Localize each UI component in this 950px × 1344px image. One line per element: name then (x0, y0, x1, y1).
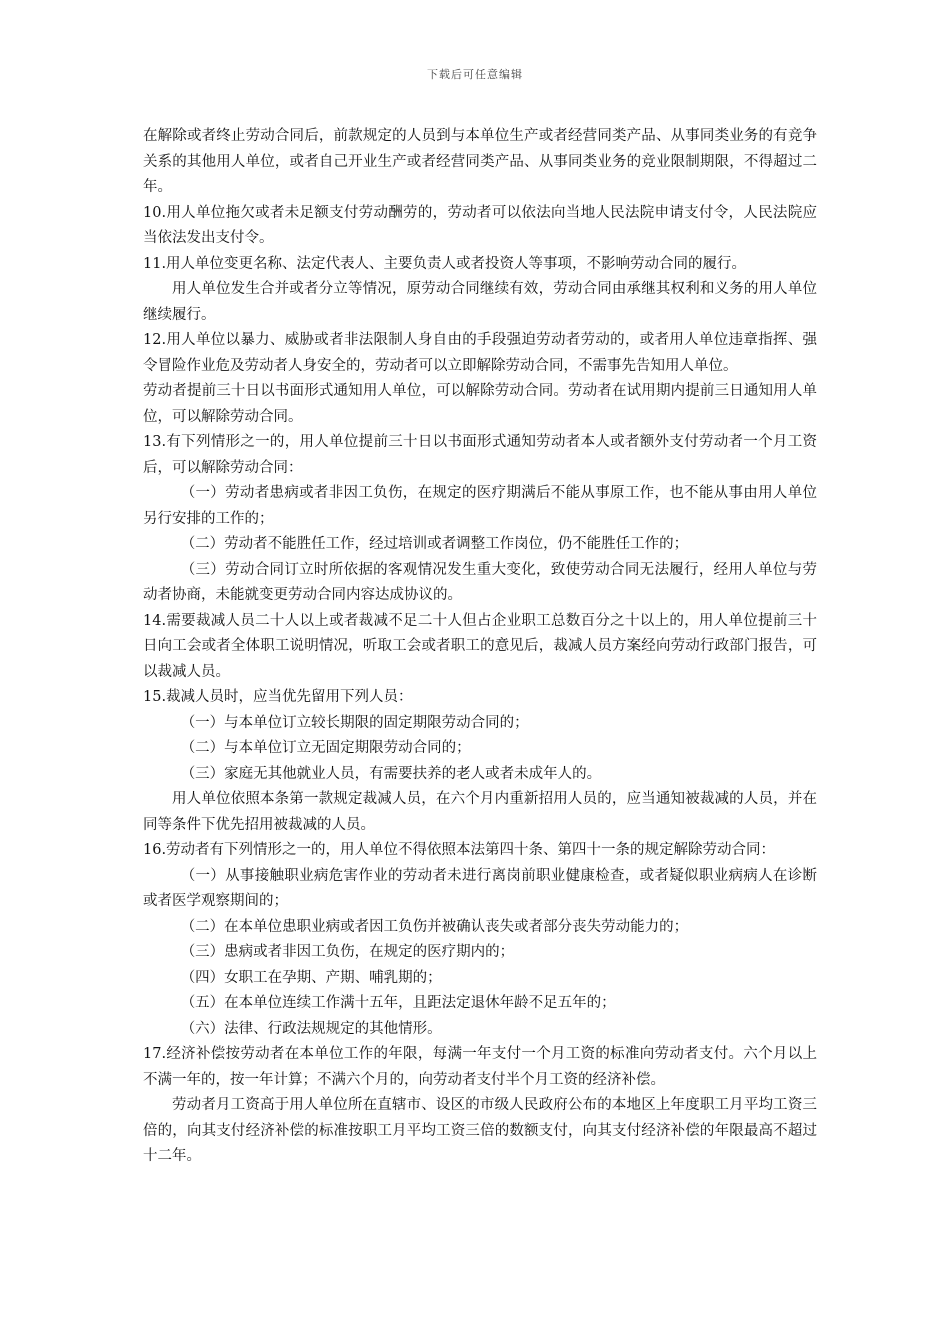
paragraph: 在解除或者终止劳动合同后，前款规定的人员到与本单位生产或者经营同类产品、从事同类业务的有竞争关系的其他用人单位，或者自己开业生产或者经营同类产品、从事同类业务的竞业限制期限，不得超过二年。 (143, 128, 817, 195)
paragraph: （一）与本单位订立较长期限的固定期限劳动合同的； (180, 714, 529, 731)
paragraph: （二）劳动者不能胜任工作，经过培训或者调整工作岗位，仍不能胜任工作的； (180, 536, 689, 552)
paragraph: （一）从事接触职业病危害作业的劳动者未进行离岗前职业健康检查，或者疑似职业病病人在诊断或者医学观察期间的； (143, 867, 817, 909)
paragraph: 16.劳动者有下列情形之一的，用人单位不得依照本法第四十条、第四十一条的规定解除劳动合同： (143, 842, 776, 858)
paragraph: （二）与本单位订立无固定期限劳动合同的； (180, 740, 471, 756)
paragraph: 13.有下列情形之一的，用人单位提前三十日以书面形式通知劳动者本人或者额外支付劳动者一个月工资后，可以解除劳动合同： (143, 434, 817, 476)
paragraph: （三）家庭无其他就业人员，有需要扶养的老人或者未成年人的。 (180, 765, 602, 782)
page-header-note: 下载后可任意编辑 (427, 68, 523, 81)
paragraph: 14.需要裁减人员二十人以上或者裁减不足二十人但占企业职工总数百分之十以上的，用人单位提前三十日向工会或者全体职工说明情况，听取工会或者职工的意见后，裁减人员方案经向劳动行政部门报告，可以裁减人员。 (143, 612, 817, 680)
paragraph: 12.用人单位以暴力、威胁或者非法限制人身自由的手段强迫劳动者劳动的，或者用人单位违章指挥、强令冒险作业危及劳动者人身安全的，劳动者可以立即解除劳动合同，不需事先告知用人单位。 (143, 332, 817, 374)
paragraph: 10.用人单位拖欠或者未足额支付劳动酬劳的，劳动者可以依法向当地人民法院申请支付令，人民法院应当依法发出支付令。 (143, 204, 817, 246)
paragraph: 用人单位依照本条第一款规定裁减人员，在六个月内重新招用人员的，应当通知被裁减的人员，并在同等条件下优先招用被裁减的人员。 (143, 791, 817, 833)
paragraph: （五）在本单位连续工作满十五年，且距法定退休年龄不足五年的； (180, 995, 616, 1011)
paragraph: （一）劳动者患病或者非因工负伤，在规定的医疗期满后不能从事原工作，也不能从事由用人单位另行安排的工作的； (143, 485, 817, 527)
document-body (143, 124, 817, 1170)
paragraph: （二）在本单位患职业病或者因工负伤并被确认丧失或者部分丧失劳动能力的； (180, 918, 689, 935)
paragraph: 劳动者月工资高于用人单位所在直辖市、设区的市级人民政府公布的本地区上年度职工月平均工资三倍的，向其支付经济补偿的标准按职工月平均工资三倍的数额支付，向其支付经济补偿的年限最高不超过十二年。 (143, 1097, 817, 1164)
paragraph: 15.裁减人员时，应当优先留用下列人员： (143, 689, 413, 705)
paragraph: 用人单位发生合并或者分立等情况，原劳动合同继续有效，劳动合同由承继其权利和义务的用人单位继续履行。 (143, 281, 817, 323)
paragraph: 17.经济补偿按劳动者在本单位工作的年限，每满一年支付一个月工资的标准向劳动者支付。六个月以上不满一年的，按一年计算；不满六个月的，向劳动者支付半个月工资的经济补偿。 (143, 1046, 817, 1088)
paragraph: （三）患病或者非因工负伤，在规定的医疗期内的； (180, 944, 515, 960)
paragraph: （四）女职工在孕期、产期、哺乳期的； (180, 969, 442, 986)
paragraph: （六）法律、行政法规规定的其他情形。 (180, 1020, 442, 1037)
paragraph: （三）劳动合同订立时所依据的客观情况发生重大变化，致使劳动合同无法履行，经用人单位与劳动者协商，未能就变更劳动合同内容达成协议的。 (143, 561, 817, 603)
paragraph: 11.用人单位变更名称、法定代表人、主要负责人或者投资人等事项，不影响劳动合同的履行。 (143, 255, 747, 272)
paragraph: 劳动者提前三十日以书面形式通知用人单位，可以解除劳动合同。劳动者在试用期内提前三日通知用人单位，可以解除劳动合同。 (143, 383, 817, 425)
